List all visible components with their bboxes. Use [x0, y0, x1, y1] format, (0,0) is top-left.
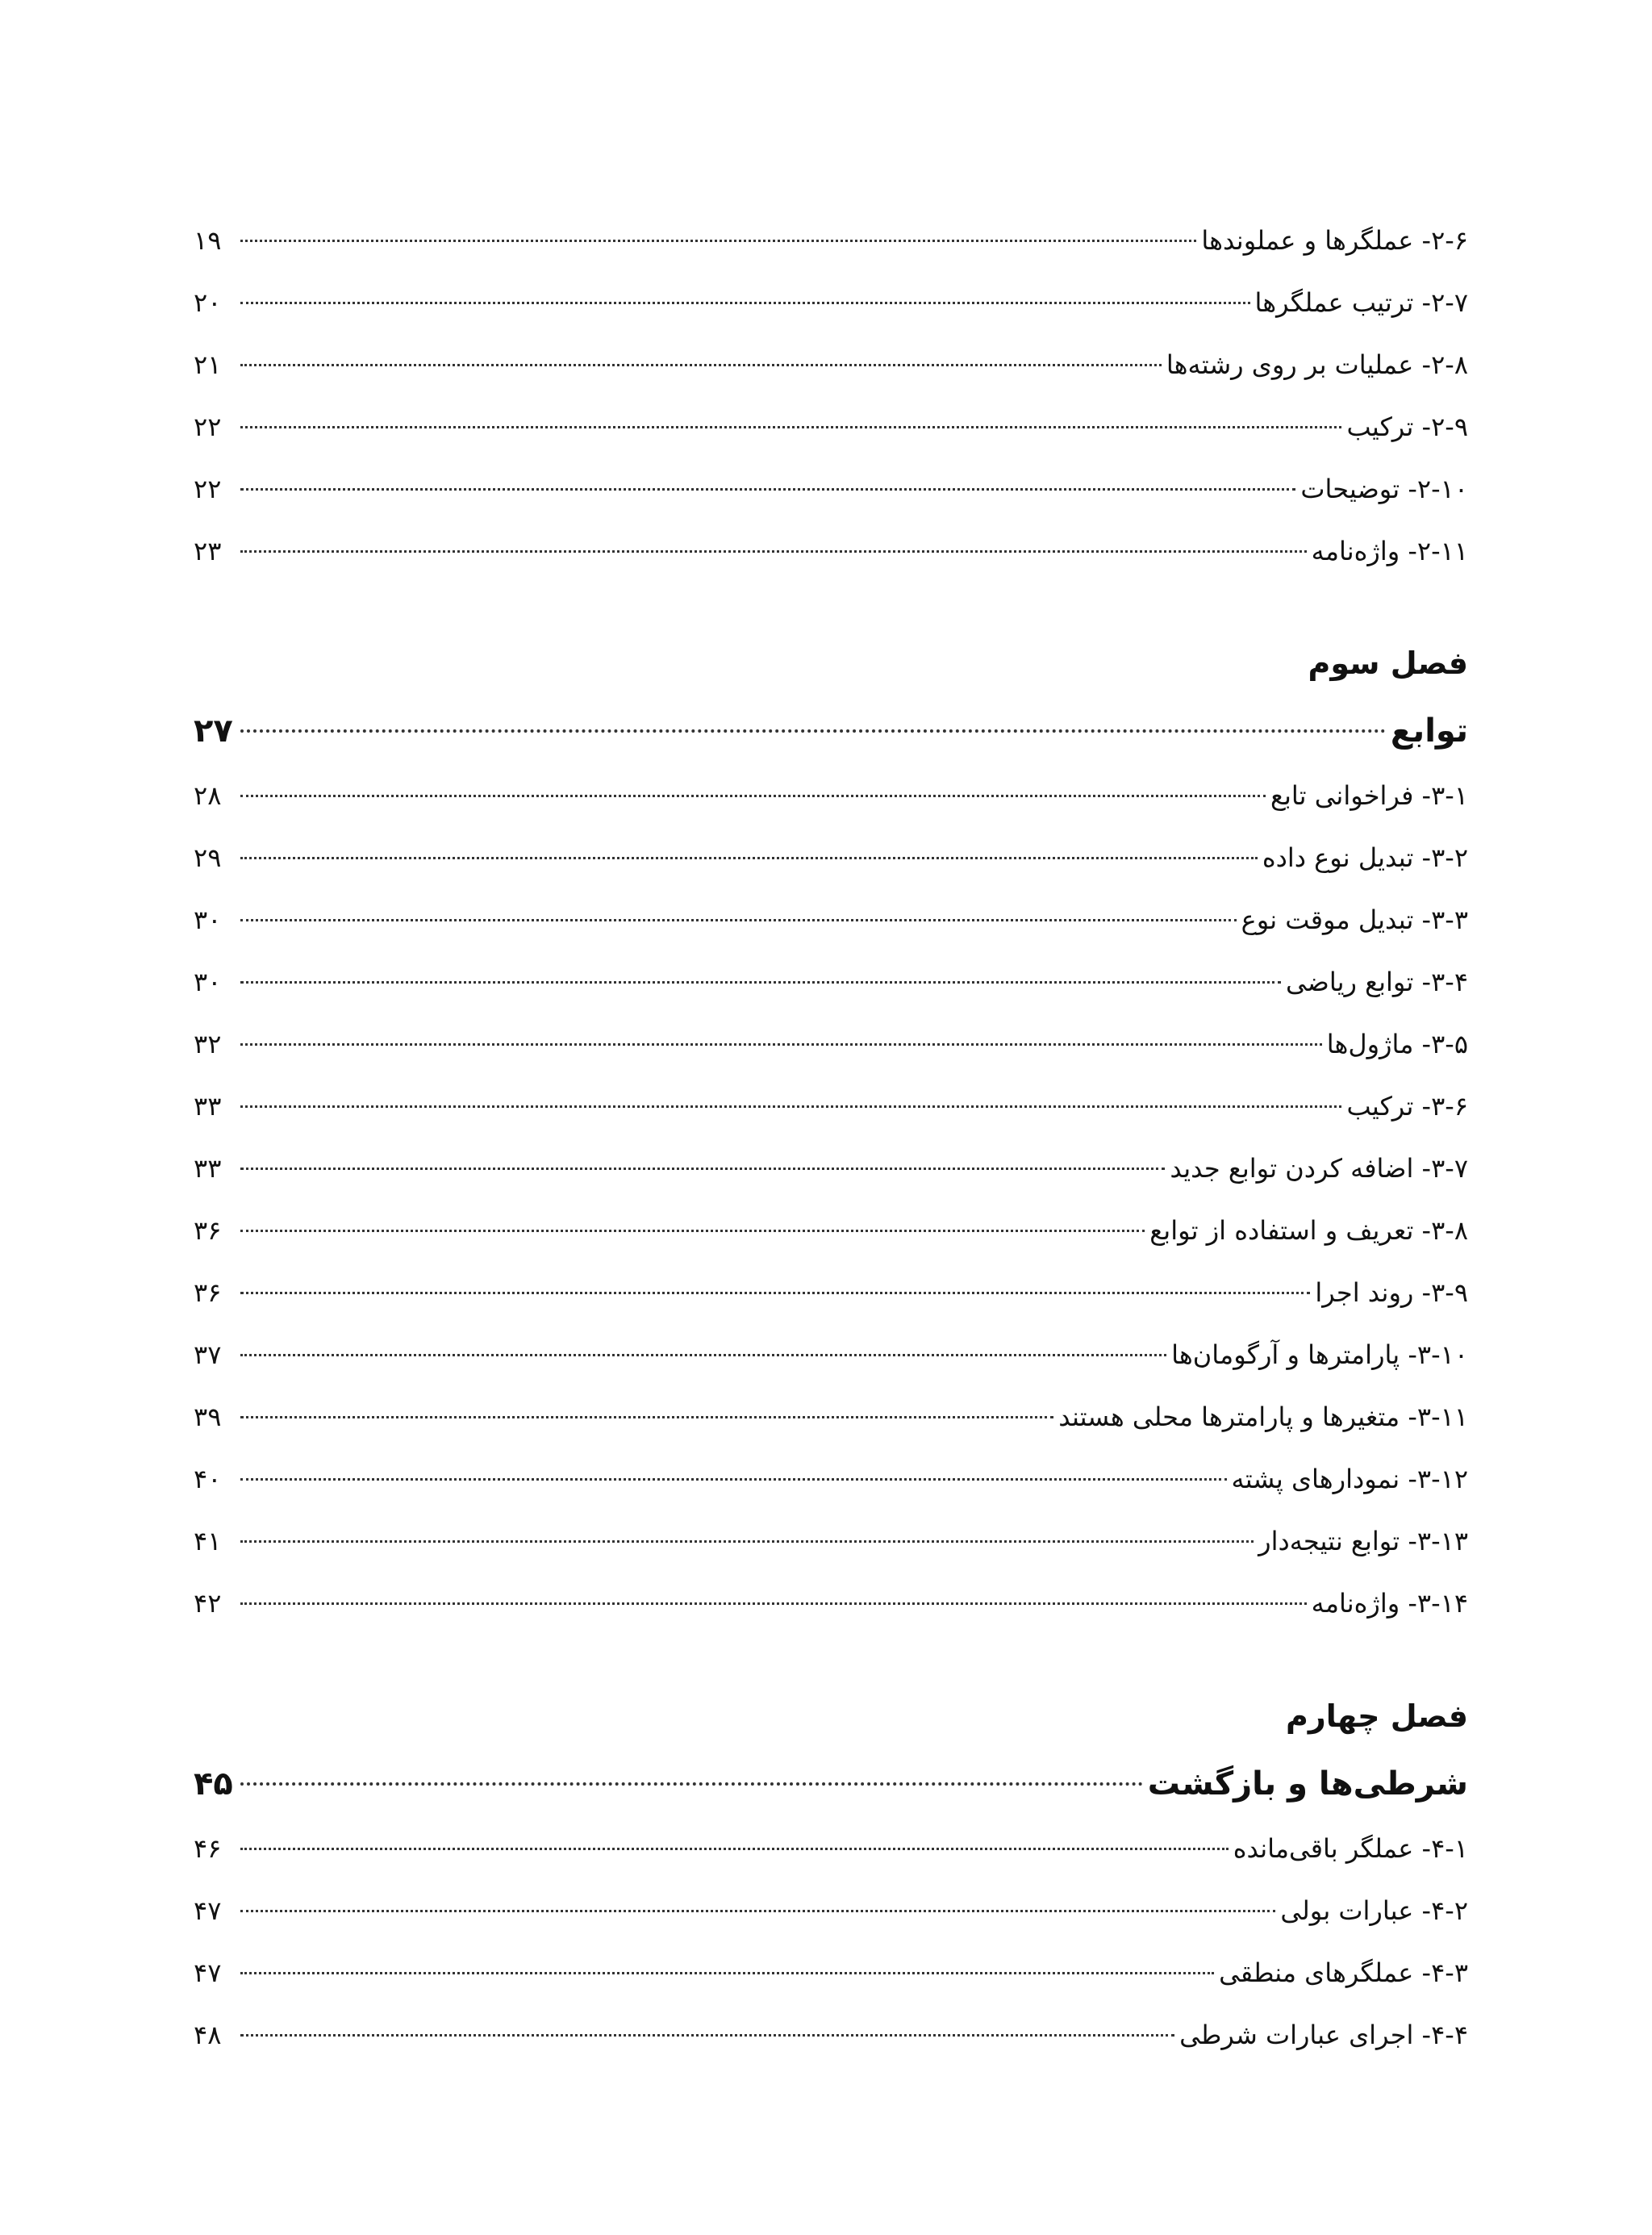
entry-title: ۴-۲- عبارات بولی: [1280, 1895, 1468, 1926]
chapter-heading-entry[interactable]: [194, 697, 1468, 765]
entry-title: ۴-۳- عملگرهای منطقی: [1219, 1957, 1468, 1988]
dot-leader: [240, 795, 1266, 797]
entry-page: ۴۸: [194, 2020, 222, 2050]
entry-title: ۳-۱۳- توابع نتیجه‌دار: [1258, 1526, 1468, 1556]
dot-leader: [240, 1478, 1227, 1481]
dot-leader: [240, 1230, 1145, 1232]
entry-page: ۳۷: [194, 1339, 222, 1370]
entry-title: ۳-۱- فراخوانی تابع: [1270, 780, 1468, 811]
toc-entry[interactable]: [194, 1200, 1468, 1262]
toc-entry[interactable]: [194, 2004, 1468, 2066]
toc-entry[interactable]: [194, 1942, 1468, 2004]
entry-title: ۴-۱- عملگر باقی‌مانده: [1233, 1833, 1468, 1864]
dot-leader: [240, 981, 1281, 984]
toc-entry[interactable]: [194, 1076, 1468, 1138]
dot-leader: [240, 302, 1250, 304]
entry-page: ۴۶: [194, 1833, 222, 1864]
entry-title: ۳-۳- تبدیل موقت نوع: [1241, 904, 1468, 935]
dot-leader: [240, 729, 1386, 733]
toc-entry[interactable]: [194, 458, 1468, 520]
entry-title: ۲-۱۰- توضیحات: [1300, 474, 1468, 504]
toc-entry[interactable]: [194, 210, 1468, 272]
entry-title: ۳-۲- تبدیل نوع داده: [1262, 842, 1468, 873]
chapter-heading-entry[interactable]: [194, 1750, 1468, 1818]
toc-entry[interactable]: [194, 1880, 1468, 1942]
entry-title: ۳-۷- اضافه کردن توابع جدید: [1170, 1153, 1468, 1184]
chapter-page: ۲۷: [194, 712, 233, 750]
dot-leader: [240, 1782, 1143, 1786]
toc-entry[interactable]: [194, 1386, 1468, 1448]
chapter-title: توابع: [1390, 712, 1468, 750]
entry-page: ۲۲: [194, 411, 222, 442]
entry-page: ۳۰: [194, 904, 222, 935]
toc-entry[interactable]: [194, 1324, 1468, 1386]
entry-page: ۳۹: [194, 1402, 222, 1432]
chapter-label: فصل چهارم: [1286, 1698, 1468, 1734]
entry-title: ۳-۴- توابع ریاضی: [1285, 967, 1468, 997]
dot-leader: [240, 1354, 1166, 1356]
dot-leader: [240, 426, 1341, 428]
toc-entry[interactable]: [194, 1510, 1468, 1573]
entry-title: ۲-۷- ترتیب عملگرها: [1254, 287, 1468, 318]
entry-page: ۲۰: [194, 287, 222, 318]
entry-page: ۲۹: [194, 842, 222, 873]
entry-page: ۴۰: [194, 1464, 222, 1494]
chapter-3: [194, 629, 1468, 1635]
entry-title: ۳-۹- روند اجرا: [1315, 1277, 1468, 1308]
dot-leader: [240, 550, 1307, 553]
entry-page: ۳۶: [194, 1215, 222, 1246]
dot-leader: [240, 364, 1162, 366]
dot-leader: [240, 1910, 1275, 1912]
toc-entry[interactable]: [194, 827, 1468, 889]
entry-page: ۳۲: [194, 1029, 222, 1059]
entry-page: ۲۸: [194, 780, 222, 811]
entry-page: ۴۷: [194, 1957, 222, 1988]
toc-entry[interactable]: [194, 1138, 1468, 1200]
entry-title: ۲-۸- عملیات بر روی رشته‌ها: [1166, 349, 1468, 380]
entry-title: ۳-۵- ماژول‌ها: [1326, 1029, 1468, 1059]
entry-page: ۲۱: [194, 349, 222, 380]
entry-title: ۳-۱۴- واژه‌نامه: [1311, 1588, 1468, 1619]
toc-entry[interactable]: [194, 396, 1468, 458]
entry-page: ۱۹: [194, 225, 222, 256]
dot-leader: [240, 857, 1258, 859]
chapter-label: فصل سوم: [1308, 645, 1468, 681]
toc-entry[interactable]: [194, 951, 1468, 1013]
entry-title: ۴-۴- اجرای عبارات شرطی: [1179, 2020, 1468, 2050]
toc-entry[interactable]: [194, 1262, 1468, 1324]
entry-title: ۲-۱۱- واژه‌نامه: [1311, 536, 1468, 566]
entry-title: ۳-۱۰- پارامترها و آرگومان‌ها: [1171, 1339, 1468, 1370]
toc-entry[interactable]: [194, 1818, 1468, 1880]
toc-entry[interactable]: [194, 1448, 1468, 1510]
chapter-title: شرطی‌ها و بازگشت: [1147, 1765, 1468, 1803]
toc-entry[interactable]: [194, 520, 1468, 583]
toc-entry[interactable]: [194, 889, 1468, 951]
entry-title: ۲-۹- ترکیب: [1346, 411, 1468, 442]
dot-leader: [240, 1168, 1165, 1170]
section-2-entries: [194, 210, 1468, 583]
dot-leader: [240, 1292, 1310, 1294]
toc-entry[interactable]: [194, 1573, 1468, 1635]
entry-title: ۳-۸- تعریف و استفاده از توابع: [1149, 1215, 1468, 1246]
entry-title: ۳-۱۲- نمودارهای پشته: [1231, 1464, 1468, 1494]
toc-entry[interactable]: [194, 334, 1468, 396]
dot-leader: [240, 1848, 1229, 1850]
entry-page: ۳۳: [194, 1153, 222, 1184]
chapter-4: [194, 1682, 1468, 2066]
toc-entry[interactable]: [194, 272, 1468, 334]
dot-leader: [240, 240, 1196, 242]
dot-leader: [240, 1972, 1214, 1974]
dot-leader: [240, 919, 1237, 921]
entry-title: ۳-۶- ترکیب: [1346, 1091, 1468, 1122]
chapter-page: ۴۵: [194, 1765, 233, 1803]
entry-page: ۳۰: [194, 967, 222, 997]
dot-leader: [240, 1540, 1254, 1543]
dot-leader: [240, 488, 1295, 491]
entry-page: ۲۳: [194, 536, 222, 566]
entry-page: ۲۲: [194, 474, 222, 504]
dot-leader: [240, 1105, 1341, 1108]
toc-entry[interactable]: [194, 765, 1468, 827]
entry-page: ۳۳: [194, 1091, 222, 1122]
dot-leader: [240, 1602, 1307, 1605]
toc-entry[interactable]: [194, 1013, 1468, 1076]
entry-page: ۴۲: [194, 1588, 222, 1619]
dot-leader: [240, 1043, 1322, 1046]
entry-page: ۳۶: [194, 1277, 222, 1308]
entry-title: ۳-۱۱- متغیرها و پارامترها محلی هستند: [1058, 1402, 1468, 1432]
dot-leader: [240, 2034, 1174, 2037]
entry-page: ۴۱: [194, 1526, 222, 1556]
entry-page: ۴۷: [194, 1895, 222, 1926]
dot-leader: [240, 1416, 1053, 1418]
entry-title: ۲-۶- عملگرها و عملوندها: [1201, 225, 1468, 256]
